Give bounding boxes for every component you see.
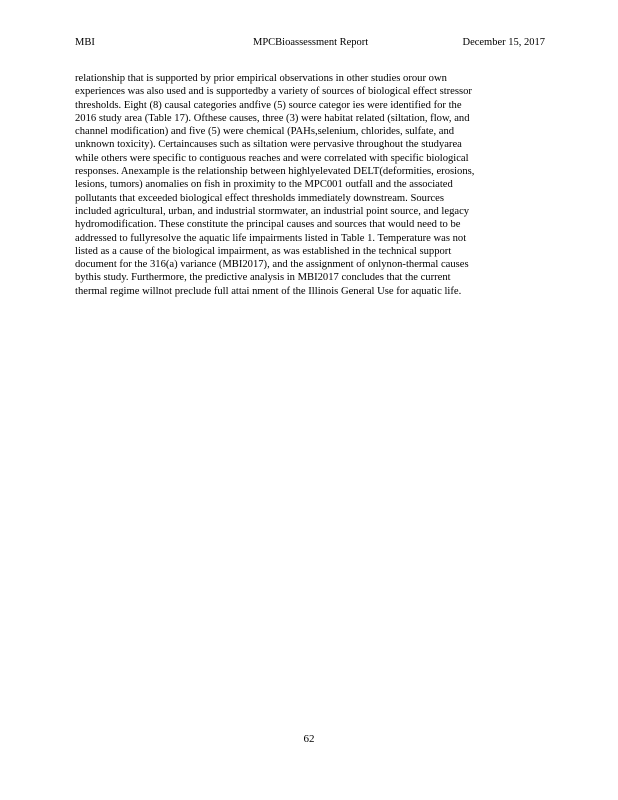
body-paragraph	[75, 72, 545, 298]
text-line: thresholds. Eight (8) causal categories andfive (5) source categor ies were identified for the	[75, 99, 462, 111]
page-header	[75, 37, 545, 51]
text-line: document for the 316(a) variance (MBI2017), and the assignment of onlynon-thermal causes	[75, 259, 469, 271]
header-report-title: MPCBioassessment Report	[253, 37, 369, 48]
text-line: bythis study. Furthermore, the predictive analysis in MBI2017 concludes that the current	[75, 272, 451, 284]
text-line: hydromodification. These constitute the principal causes and sources that would need to be	[75, 219, 461, 231]
text-line: 2016 study area (Table 17). Ofthese causes, three (3) were habitat related (siltation, flow, and	[75, 112, 470, 124]
text-line: experiences was also used and is supportedby a variety of sources of biological effect stressor	[75, 86, 472, 98]
text-line: addressed to fullyresolve the aquatic life impairments listed in Table 1. Temperature was not	[75, 232, 467, 244]
text-line: pollutants that exceeded biological effect thresholds immediately downstream. Sources	[75, 192, 445, 204]
text-line: lesions, tumors) anomalies on fish in proximity to the MPC001 outfall and the associated	[75, 179, 453, 191]
text-line: responses. Anexample is the relationship between highlyelevated DELT(deformities, erosions,	[75, 166, 475, 178]
text-line: included agricultural, urban, and industrial stormwater, an industrial point source, and legacy	[75, 205, 470, 217]
text-line: channel modification) and five (5) were chemical (PAHs,selenium, chlorides, sulfate, and	[75, 126, 455, 138]
header-date: December 15, 2017	[462, 37, 545, 48]
text-line: while others were specific to contiguous reaches and were correlated with specific biological	[75, 152, 469, 164]
text-line: listed as a cause of the biological impairment, as was established in the technical support	[75, 245, 452, 257]
header-organization: MBI	[75, 37, 95, 48]
text-line: relationship that is supported by prior empirical observations in other studies orour own	[75, 73, 447, 84]
page-number: 62	[303, 733, 315, 745]
text-line: thermal regime willnot preclude full attai nment of the Illinois General Use for aquatic life.	[75, 285, 462, 297]
text-line: unknown toxicity). Certaincauses such as siltation were pervasive throughout the studyarea	[75, 139, 462, 151]
